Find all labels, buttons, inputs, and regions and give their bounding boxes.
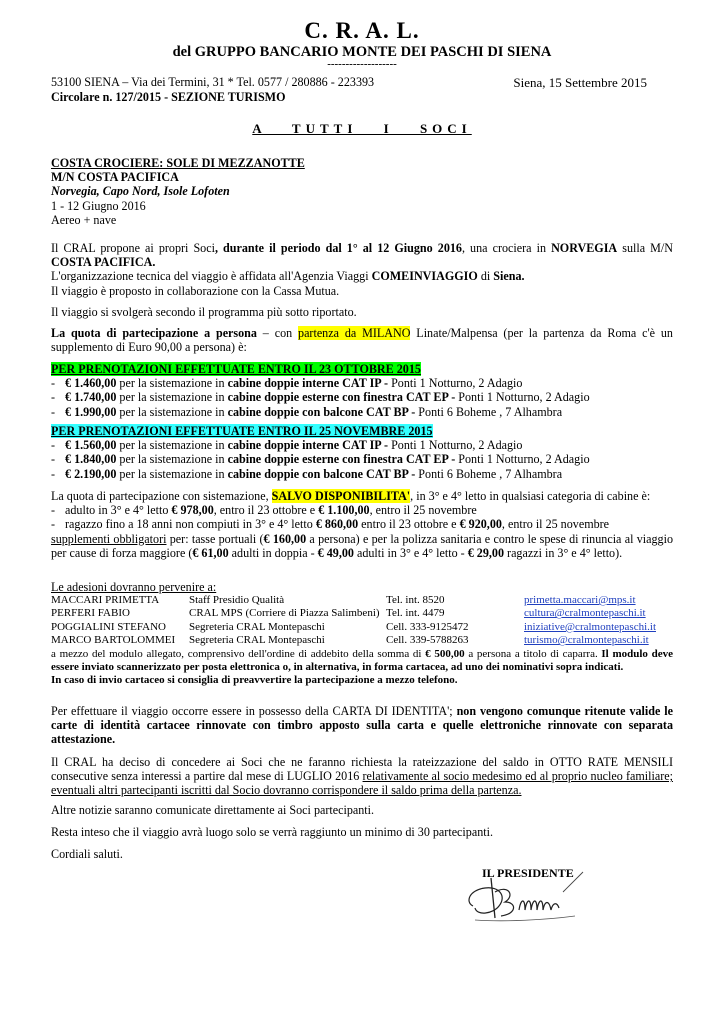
price: € 160,00	[263, 531, 307, 546]
kid-label: ragazzo fino a 18 anni non compiuti in 3° e 4° letto	[65, 517, 316, 532]
installments-paragraph	[51, 755, 673, 798]
program-text: Il viaggio si svolgerà secondo il programma più sotto riportato.	[51, 305, 357, 319]
table-row	[51, 634, 673, 647]
price: € 2.190,00	[65, 466, 117, 481]
price-text: per la sistemazione in	[116, 466, 228, 481]
price-text: per la sistemazione in	[116, 438, 228, 453]
intro-text: , una crociera in	[461, 241, 552, 255]
identity-paragraph	[51, 704, 673, 747]
cabin-type: cabine doppie con balcone CAT BP -	[227, 404, 416, 419]
november-prices	[51, 424, 673, 481]
contact-role: Segreteria CRAL Montepaschi	[189, 620, 325, 633]
deck-info: Ponti 1 Notturno, 2 Adagio	[455, 390, 590, 405]
supplements-text: a persona) e per la polizza sanitaria e contro le spese di rinuncia al viaggio per cause di forza maggiore (	[51, 531, 673, 560]
paper-note: In caso di invio cartaceo si consiglia di preavvertire la partecipazione a mezzo telefono.	[51, 674, 458, 687]
form-text: a persona a titolo di caparra.	[464, 647, 602, 660]
contacts-table	[51, 594, 673, 688]
trip-name: COSTA CROCIERE: SOLE DI MEZZANOTTE	[51, 156, 305, 170]
contact-phone: Cell. 333-9125472	[386, 620, 469, 633]
list-item: - ragazzo fino a 18 anni non compiuti in 3° e 4° letto € 860,00 entro il 23 ottobre e € 920,00, entro il 25 novembre	[51, 517, 610, 532]
addressee-heading: A TUTTI I SOCI	[252, 121, 472, 136]
org-subtitle: del GRUPPO BANCARIO MONTE DEI PASCHI DI SIENA	[172, 44, 552, 60]
price-text: per la sistemazione in	[116, 404, 228, 419]
adult-text: , entro il 25 novembre	[369, 503, 477, 518]
closing-greeting: Cordiali saluti.	[51, 847, 123, 861]
org-address: 53100 SIENA – Via dei Termini, 31 * Tel. 0577 / 280886 - 223393	[51, 75, 375, 89]
contact-name: MARCO BARTOLOMMEI	[51, 634, 176, 647]
quota-paragraph	[51, 326, 673, 354]
kid-text: , entro il 25 novembre	[501, 517, 610, 532]
cabin-type: cabine doppie interne CAT IP -	[227, 438, 389, 453]
quota-departure: partenza da MILANO	[298, 326, 411, 340]
installments-condition: relativamente al socio medesimo ed al proprio nucleo familiare; eventuali altri partecipanti iscritti dal Socio dovranno corrispondere il saldo prima della partenza.	[51, 769, 673, 798]
price-text: per la sistemazione in	[116, 390, 228, 405]
intro-text: , durante il periodo	[214, 241, 326, 255]
price-text: per la sistemazione in	[116, 452, 228, 467]
adult-text: , entro il 23 ottobre e	[213, 503, 319, 518]
quota-text: – con	[256, 326, 299, 340]
trip-transport: Aereo + nave	[51, 212, 117, 227]
adult-label: adulto in 3° e 4° letto	[65, 503, 172, 518]
contact-name: POGGIALINI STEFANO	[51, 620, 166, 633]
signature-icon	[455, 862, 615, 926]
quota-label: La quota di partecipazione a persona	[51, 326, 257, 340]
intro-text: Il CRAL propone ai propri Soci	[51, 241, 215, 255]
list-item: - € 1.990,00 per la sistemazione in cabine doppie con balcone CAT BP - Ponti 6 Boheme , 7 Alhambra	[51, 404, 563, 419]
quota-text: Linate/Malpensa (per la partenza da Roma c'è un supplemento di Euro 90,00 a persona) è:	[51, 326, 673, 355]
kid-text: entro il 23 ottobre e	[358, 517, 460, 532]
header-divider: -------------------	[327, 58, 397, 70]
signature-label: IL PRESIDENTE	[482, 866, 574, 880]
supplements-text: adulti in doppia -	[228, 545, 318, 560]
form-text: a mezzo del modulo allegato, comprensivo dell'ordine di addebito della somma di	[51, 647, 426, 660]
org-text: di	[477, 269, 494, 284]
cabin-type: cabine doppie esterne con finestra CAT EP -	[227, 390, 456, 405]
adhesions-heading: Le adesioni dovranno pervenire a:	[51, 580, 217, 594]
contact-name: PERFERI FABIO	[51, 607, 130, 620]
price: € 1.740,00	[65, 390, 117, 405]
november-heading: PER PRENOTAZIONI EFFETTUATE ENTRO IL 25 NOVEMBRE 2015	[51, 424, 433, 438]
price: € 1.460,00	[65, 376, 117, 391]
trip-destinations: Norvegia, Capo Nord, Isole Lofoten	[51, 184, 230, 199]
table-row	[51, 594, 673, 607]
availability-note: SALVO DISPONIBILITA'	[271, 489, 411, 503]
price: € 860,00	[315, 517, 359, 532]
supplements-paragraph	[51, 532, 673, 560]
list-item: - € 1.560,00 per la sistemazione in cabine doppie interne CAT IP - Ponti 1 Notturno, 2 Adagio	[51, 438, 523, 453]
contact-phone: Tel. int. 8520	[386, 594, 445, 606]
deck-info: Ponti 6 Boheme , 7 Alhambra	[415, 466, 563, 481]
price: € 1.990,00	[65, 404, 117, 419]
collab-text: Il viaggio è proposto in collaborazione con la Cassa Mutua.	[51, 283, 340, 298]
org-title: C. R. A. L.	[304, 18, 420, 43]
contact-email-link[interactable]: iniziative@cralmontepaschi.it	[524, 620, 656, 633]
list-item: - adulto in 3° e 4° letto € 978,00, entro il 23 ottobre e € 1.100,00, entro il 25 novembre	[51, 503, 477, 518]
supplements-text: per: tasse portuali (	[166, 531, 264, 546]
third-bed-text: La quota di partecipazione con sistemazione,	[51, 489, 272, 503]
price: € 978,00	[171, 503, 214, 518]
supplements-text: adulti in 3° e 4° letto -	[353, 545, 468, 560]
price: € 1.840,00	[65, 452, 117, 467]
intro-ship: COSTA PACIFICA.	[51, 255, 156, 270]
table-row	[51, 621, 673, 634]
cabin-type: cabine doppie esterne con finestra CAT EP -	[227, 452, 456, 467]
minimum-participants: Resta inteso che il viaggio avrà luogo solo se verrà raggiunto un minimo di 30 partecipanti.	[51, 825, 493, 839]
trip-dates: 1 - 12 Giugno 2016	[51, 198, 146, 213]
identity-text: Per effettuare il viaggio occorre essere in possesso della CARTA DI IDENTITA';	[51, 704, 457, 718]
form-paragraph	[51, 648, 673, 675]
list-item: - € 2.190,00 per la sistemazione in cabine doppie con balcone CAT BP - Ponti 6 Boheme , 7 Alhambra	[51, 466, 563, 481]
list-item: - € 1.740,00 per la sistemazione in cabine doppie esterne con finestra CAT EP - Ponti 1 Notturno, 2 Adagio	[51, 390, 590, 405]
contact-role: CRAL MPS (Corriere di Piazza Salimbeni)	[189, 607, 380, 620]
other-news: Altre notizie saranno comunicate direttamente ai Soci partecipanti.	[51, 803, 375, 817]
cabin-type: cabine doppie con balcone CAT BP -	[227, 466, 416, 481]
deck-info: Ponti 1 Notturno, 2 Adagio	[388, 376, 523, 391]
price: € 920,00	[459, 517, 502, 532]
cabin-type: cabine doppie interne CAT IP -	[227, 376, 389, 391]
third-bed-section	[51, 489, 673, 560]
ship-name: M/N COSTA PACIFICA	[51, 170, 179, 185]
letter-date: Siena, 15 Settembre 2015	[513, 75, 647, 90]
list-item: - € 1.460,00 per la sistemazione in cabine doppie interne CAT IP - Ponti 1 Notturno, 2 Adagio	[51, 376, 523, 391]
installments-text: Il CRAL ha deciso di concedere ai Soci che ne faranno richiesta la rateizzazione del saldo in OTTO RATE MENSILI consecutive senza interessi a partire dal mese di LUGLIO 2016	[51, 755, 673, 784]
price-text: per la sistemazione in	[116, 376, 228, 391]
contact-email-link[interactable]: turismo@cralmontepaschi.it	[524, 634, 649, 647]
agency-city: Siena.	[493, 269, 525, 284]
intro-text: sulla M/N	[617, 241, 673, 255]
deck-info: Ponti 1 Notturno, 2 Adagio	[455, 452, 590, 467]
october-heading: PER PRENOTAZIONI EFFETTUATE ENTRO IL 23 OTTOBRE 2015	[51, 362, 421, 376]
third-bed-text: , in 3° e 4° letto in qualsiasi categoria di cabine è:	[410, 489, 651, 503]
identity-warning: non vengono comunque ritenute valide le carte di identità cartacee rinnovate con timbro apposto sulla carta e quelle elettroniche rinnovate con separata attestazione.	[51, 704, 673, 747]
contact-phone: Tel. int. 4479	[386, 607, 445, 620]
contact-role: Staff Presidio Qualità	[189, 594, 285, 606]
contact-email-link[interactable]: primetta.maccari@mps.it	[524, 594, 636, 606]
agency-name: COMEINVIAGGIO	[371, 269, 478, 284]
form-instructions: Il modulo deve essere inviato scannerizzato per posta elettronica o, in alternativa, in forma cartacea, ad uno dei nominativi sopra indicati.	[51, 647, 673, 674]
circular-number: Circolare n. 127/2015 - SEZIONE TURISMO	[51, 90, 286, 104]
deck-info: Ponti 1 Notturno, 2 Adagio	[388, 438, 523, 453]
supplements-text: ragazzi in 3° e 4° letto).	[504, 545, 623, 560]
org-text: L'organizzazione tecnica del viaggio è affidata all'Agenzia Viaggi	[51, 269, 372, 284]
supplements-label: supplementi obbligatori	[51, 531, 167, 546]
intro-country: NORVEGIA	[551, 241, 618, 255]
trip-summary	[51, 156, 673, 227]
october-prices	[51, 362, 673, 419]
price: € 61,00	[192, 545, 229, 560]
price: € 1.560,00	[65, 438, 117, 453]
price: € 1.100,00	[318, 503, 370, 518]
contact-email-link[interactable]: cultura@cralmontepaschi.it	[524, 607, 646, 620]
table-row	[51, 607, 673, 620]
contact-name: MACCARI PRIMETTA	[51, 594, 160, 606]
list-item: - € 1.840,00 per la sistemazione in cabine doppie esterne con finestra CAT EP - Ponti 1 Notturno, 2 Adagio	[51, 452, 590, 467]
deck-info: Ponti 6 Boheme , 7 Alhambra	[415, 404, 563, 419]
price: € 29,00	[467, 545, 505, 560]
contact-phone: Cell. 339-5788263	[386, 634, 469, 647]
price: € 49,00	[317, 545, 354, 560]
intro-paragraph	[51, 241, 673, 298]
intro-period: dal 1° al 12 Giugno 2016	[325, 241, 462, 255]
price: € 500,00	[425, 647, 465, 660]
contact-role: Segreteria CRAL Montepaschi	[189, 634, 325, 647]
